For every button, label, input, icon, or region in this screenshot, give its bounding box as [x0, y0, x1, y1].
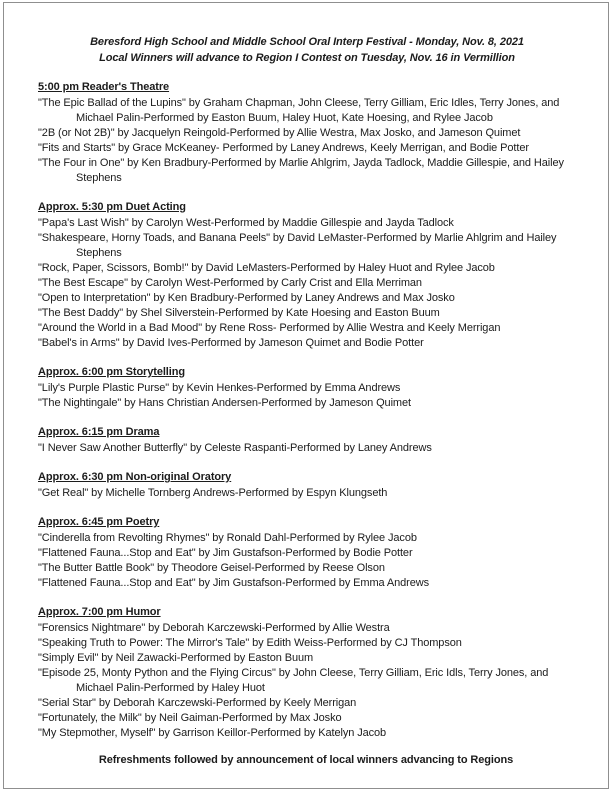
program-entry: "The Four in One" by Ken Bradbury-Performed by Marlie Ahlgrim, Jayda Tadlock, Maddie Gillespie, and Hailey Stephens	[38, 157, 564, 184]
section-humor	[38, 605, 576, 741]
program-entry: "The Best Daddy" by Shel Silverstein-Performed by Kate Hoesing and Easton Buum	[38, 307, 440, 319]
program-entry: "2B (or Not 2B)" by Jacquelyn Reingold-Performed by Allie Westra, Max Josko, and Jameson Quimet	[38, 127, 521, 139]
program-entry: "Flattened Fauna...Stop and Eat" by Jim Gustafson-Performed by Emma Andrews	[38, 577, 429, 589]
program-entry: "Open to Interpretation" by Ken Bradbury-Performed by Laney Andrews and Max Josko	[38, 292, 455, 304]
section-poetry	[38, 515, 576, 591]
section-non-original-oratory	[38, 470, 576, 501]
program-entry: "My Stepmother, Myself" by Garrison Keillor-Performed by Katelyn Jacob	[38, 727, 387, 739]
section-heading: Approx. 6:30 pm Non-original Oratory	[38, 471, 232, 483]
section-readers-theatre	[38, 80, 576, 186]
section-heading: 5:00 pm Reader's Theatre	[38, 81, 170, 93]
program-entry: "Rock, Paper, Scissors, Bomb!" by David LeMasters-Performed by Haley Huot and Rylee Jacob	[38, 262, 495, 274]
page-content	[38, 34, 576, 755]
program-entry: "Speaking Truth to Power: The Mirror's Tale" by Edith Weiss-Performed by CJ Thompson	[38, 637, 462, 649]
program-entry: "The Best Escape" by Carolyn West-Performed by Carly Crist and Ella Merriman	[38, 277, 422, 289]
program-entry: "Papa's Last Wish" by Carolyn West-Performed by Maddie Gillespie and Jayda Tadlock	[38, 217, 454, 229]
program-entry: "Fortunately, the Milk" by Neil Gaiman-Performed by Max Josko	[38, 712, 342, 724]
program-entry: "Cinderella from Revolting Rhymes" by Ronald Dahl-Performed by Rylee Jacob	[38, 532, 417, 544]
title-line-2: Local Winners will advance to Region I Contest on Tuesday, Nov. 16 in Vermillion	[99, 52, 515, 64]
section-heading: Approx. 6:00 pm Storytelling	[38, 366, 185, 378]
program-entry: "Fits and Starts" by Grace McKeaney- Performed by Laney Andrews, Keely Merrigan, and Bodie Potter	[38, 142, 529, 154]
program-entry: "Lily's Purple Plastic Purse" by Kevin Henkes-Performed by Emma Andrews	[38, 382, 401, 394]
section-storytelling	[38, 365, 576, 411]
program-entry: "I Never Saw Another Butterfly" by Celeste Raspanti-Performed by Laney Andrews	[38, 442, 432, 454]
program-entry: "Babel's in Arms" by David Ives-Performed by Jameson Quimet and Bodie Potter	[38, 337, 424, 349]
program-entry: "Simply Evil" by Neil Zawacki-Performed by Easton Buum	[38, 652, 314, 664]
title-line-1: Beresford High School and Middle School Oral Interp Festival - Monday, Nov. 8, 2021	[90, 36, 524, 48]
program-entry: "Flattened Fauna...Stop and Eat" by Jim Gustafson-Performed by Bodie Potter	[38, 547, 413, 559]
program-entry: "Shakespeare, Horny Toads, and Banana Peels" by David LeMaster-Performed by Marlie Ahlgrim and Hailey Stephens	[38, 232, 557, 259]
section-heading: Approx. 5:30 pm Duet Acting	[38, 201, 186, 213]
program-entry: "Episode 25, Monty Python and the Flying Circus" by John Cleese, Terry Gilliam, Eric Idls, Terry Jones, and Michael Palin-Performed by Haley Huot	[38, 667, 549, 694]
program-entry: "The Nightingale" by Hans Christian Andersen-Performed by Jameson Quimet	[38, 397, 411, 409]
section-heading: Approx. 6:15 pm Drama	[38, 426, 160, 438]
section-drama	[38, 425, 576, 456]
section-heading: Approx. 7:00 pm Humor	[38, 606, 161, 618]
footer-note: Refreshments followed by announcement of local winners advancing to Regions	[98, 754, 514, 766]
program-entry: "The Butter Battle Book" by Theodore Geisel-Performed by Reese Olson	[38, 562, 385, 574]
program-entry: "Serial Star" by Deborah Karczewski-Performed by Keely Merrigan	[38, 697, 357, 709]
document-title	[38, 34, 576, 66]
section-heading: Approx. 6:45 pm Poetry	[38, 516, 160, 528]
program-entry: "Around the World in a Bad Mood" by Rene Ross- Performed by Allie Westra and Keely Merrigan	[38, 322, 501, 334]
program-entry: "Forensics Nightmare" by Deborah Karczewski-Performed by Allie Westra	[38, 622, 390, 634]
program-entry: "Get Real" by Michelle Tornberg Andrews-Performed by Espyn Klungseth	[38, 487, 388, 499]
program-entry: "The Epic Ballad of the Lupins" by Graham Chapman, John Cleese, Terry Gilliam, Eric Idles, Terry Jones, and Michael Palin-Performed by Easton Buum, Haley Huot, Kate Hoesing, and Rylee Jacob	[38, 97, 560, 124]
section-duet-acting	[38, 200, 576, 351]
